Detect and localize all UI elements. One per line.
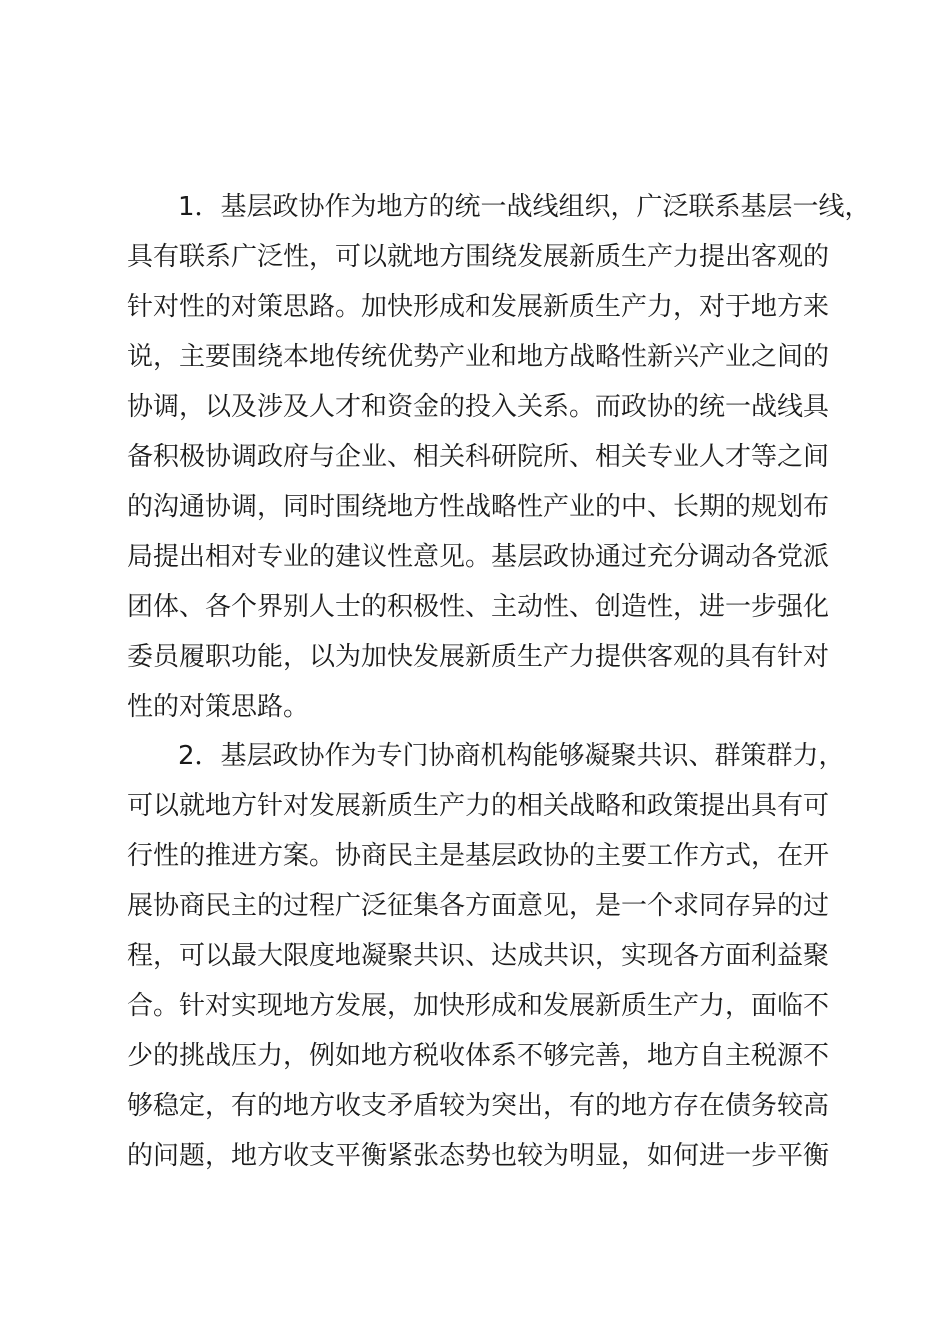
paragraph-line: 少的挑战压力，例如地方税收体系不够完善，地方自主税源不 <box>127 1041 830 1071</box>
paragraph-2 <box>127 731 845 1181</box>
paragraph-line: 2．基层政协作为专门协商机构能够凝聚共识、群策群力， <box>178 741 845 771</box>
paragraph-line: 委员履职功能，以为加快发展新质生产力提供客观的具有针对 <box>127 642 830 672</box>
paragraph-line: 团体、各个界别人士的积极性、主动性、创造性，进一步强化 <box>127 592 830 622</box>
paragraph-line: 局提出相对专业的建议性意见。基层政协通过充分调动各党派 <box>127 542 830 572</box>
paragraph-line: 1．基层政协作为地方的统一战线组织，广泛联系基层一线， <box>178 192 871 222</box>
paragraph-line: 可以就地方针对发展新质生产力的相关战略和政策提出具有可 <box>127 791 830 821</box>
paragraph-line: 的问题，地方收支平衡紧张态势也较为明显，如何进一步平衡 <box>127 1141 830 1171</box>
paragraph-line: 备积极协调政府与企业、相关科研院所、相关专业人才等之间 <box>127 442 830 472</box>
paragraph-line: 够稳定，有的地方收支矛盾较为突出，有的地方存在债务较高 <box>127 1091 830 1121</box>
paragraph-line: 的沟通协调，同时围绕地方性战略性产业的中、长期的规划布 <box>127 492 830 522</box>
paragraph-line: 展协商民主的过程广泛征集各方面意见，是一个求同存异的过 <box>127 891 830 921</box>
paragraph-line: 合。针对实现地方发展，加快形成和发展新质生产力，面临不 <box>127 991 830 1021</box>
paragraph-line: 针对性的对策思路。加快形成和发展新质生产力，对于地方来 <box>127 292 830 322</box>
paragraph-line: 协调，以及涉及人才和资金的投入关系。而政协的统一战线具 <box>127 392 830 422</box>
paragraph-line: 具有联系广泛性，可以就地方围绕发展新质生产力提出客观的 <box>127 242 830 272</box>
paragraph-line: 程，可以最大限度地凝聚共识、达成共识，实现各方面利益聚 <box>127 941 830 971</box>
paragraph-line: 性的对策思路。 <box>127 692 310 722</box>
paragraph-line: 说，主要围绕本地传统优势产业和地方战略性新兴产业之间的 <box>127 342 830 372</box>
paragraph-1 <box>127 182 871 732</box>
paragraph-line: 行性的推进方案。协商民主是基层政协的主要工作方式，在开 <box>127 841 830 871</box>
